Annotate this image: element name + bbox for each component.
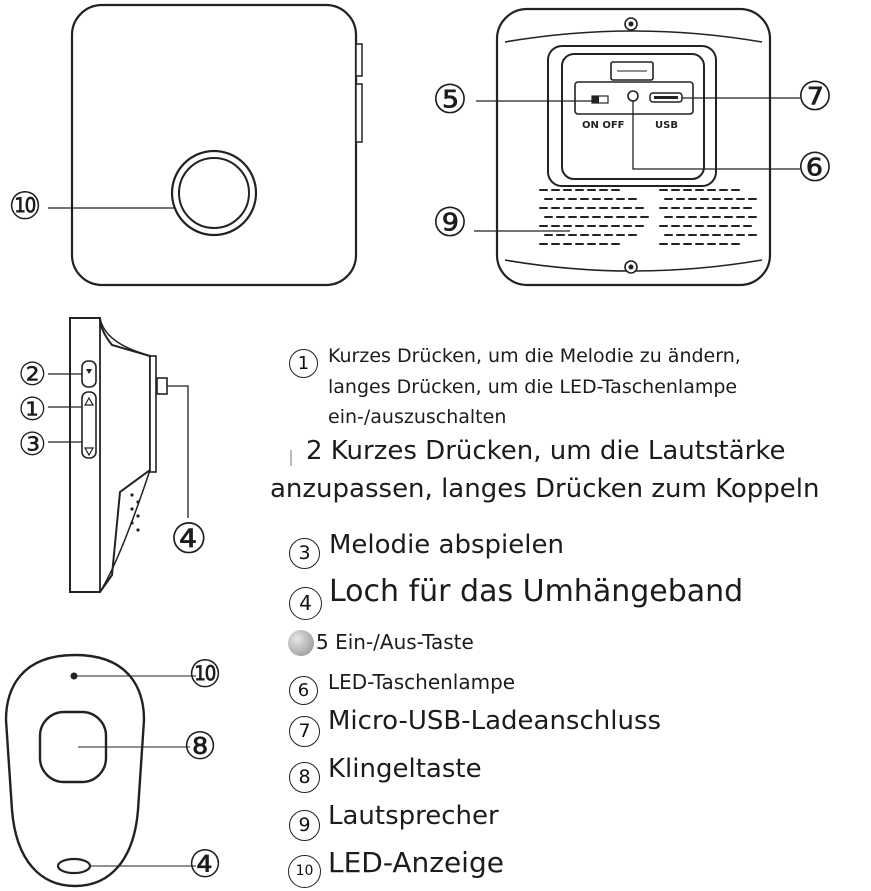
callout-10-remote: ⑩ [188,652,223,696]
legend-number-4: 4 [289,587,322,620]
legend-7-text: Micro-USB-Ladeanschluss [328,706,662,736]
legend-number-3: 3 [289,538,320,569]
legend-9-text: Lautsprecher [328,801,499,831]
legend-2-marker [290,450,292,466]
legend-8-text: Klingeltaste [328,754,482,784]
callout-9: ⑨ [432,200,468,246]
legend-2-line-2: anzupassen, langes Drücken zum Koppeln [270,474,820,504]
callout-8: ⑧ [183,724,218,768]
legend-2-line-1: 2 Kurzes Drücken, um die Lautstärke [306,436,786,466]
callout-2: ② [18,355,47,393]
callout-10-top: ⑩ [8,184,43,228]
receiver-front-view [48,5,362,285]
receiver-side-view [48,318,188,592]
legend-number-9: 9 [289,810,320,841]
callout-6: ⑥ [797,145,833,191]
legend-number-1: 1 [289,349,318,378]
legend-6-text: LED-Taschenlampe [328,670,516,694]
switch-label: ON OFF [582,120,625,131]
callout-3: ③ [18,425,47,463]
legend-number-8: 8 [289,762,320,793]
legend-5-text: 5 Ein-/Aus-Taste [316,630,474,654]
legend-number-10: 10 [288,855,321,888]
callout-4-side: ④ [170,514,208,563]
legend-1-line-3: ein-/auszuschalten [328,406,507,428]
legend-number-6: 6 [289,676,318,705]
legend-3-text: Melodie abspielen [329,530,564,560]
receiver-back-view [474,9,800,285]
callout-7: ⑦ [797,74,833,120]
legend-10-text: LED-Anzeige [328,846,504,879]
callout-5: ⑤ [432,77,468,123]
legend-4-text: Loch für das Umhängeband [329,574,744,609]
main-button-inner [179,158,249,228]
callout-4-remote: ④ [188,842,223,886]
legend-1-line-2: langes Drücken, um die LED-Taschenlampe [328,376,738,398]
usb-label: USB [655,120,678,131]
remote-button-unit [6,655,196,886]
legend-5-marker [288,630,314,656]
legend-1-line-1: Kurzes Drücken, um die Melodie zu ändern, [328,345,741,367]
legend-number-7: 7 [289,716,320,747]
callout-1: ① [18,390,47,428]
